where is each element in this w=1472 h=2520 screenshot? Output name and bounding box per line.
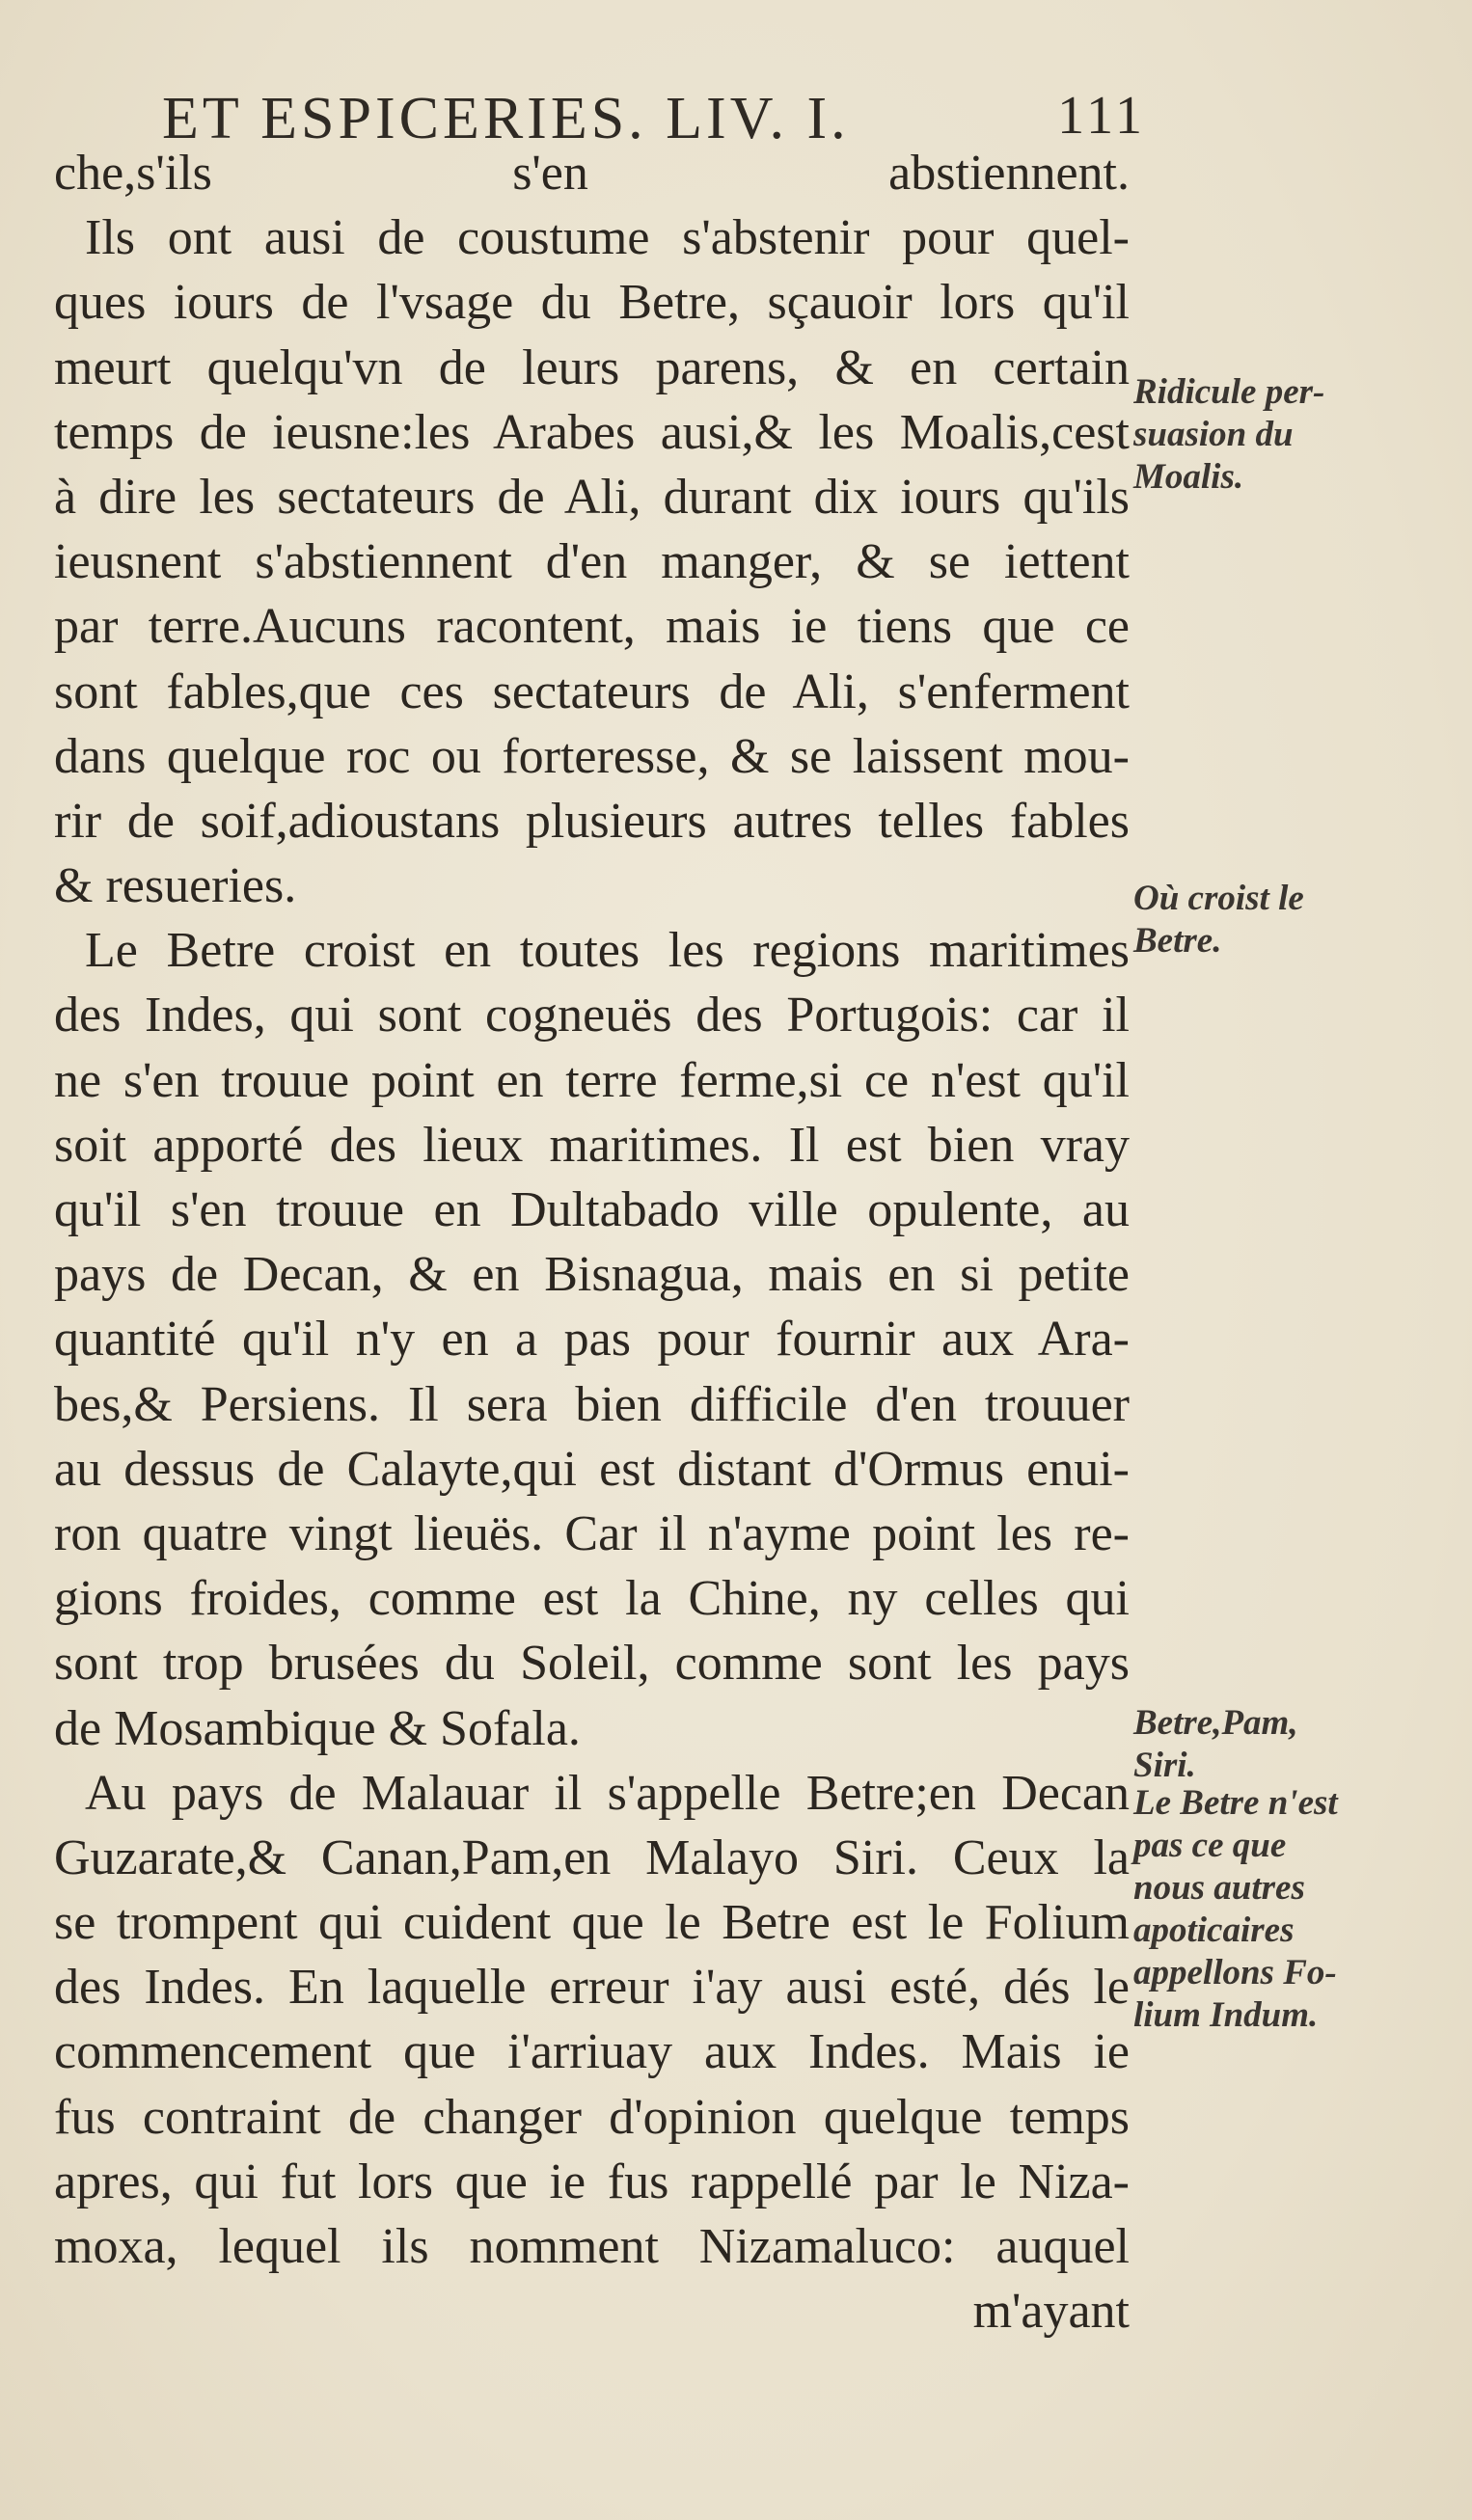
text-line: commencement que i'arriuay aux Indes. Mais ie	[54, 2024, 1130, 2080]
text-line: de Mosambique & Sofala.	[54, 1700, 581, 1756]
text-line: Au pays de Malauar il s'appelle Betre;en Decan	[85, 1765, 1130, 1821]
text-line: Guzarate,& Canan,Pam,en Malayo Siri. Ceux la	[54, 1829, 1130, 1885]
text-line: soit apporté des lieux maritimes. Il est bien vray	[54, 1117, 1130, 1173]
margin-note-line: lium Indum.	[1133, 1995, 1319, 2035]
text-line: des Indes. En laquelle erreur i'ay ausi esté, dés le	[54, 1960, 1130, 2016]
margin-note-line: Ridicule per-	[1133, 372, 1325, 412]
text-line: à dire les sectateurs de Ali, durant dix iours qu'ils	[54, 469, 1130, 525]
margin-note-line: suasion du	[1133, 415, 1294, 454]
margin-note-line: Le Betre n'est	[1133, 1783, 1338, 1823]
text-line: Le Betre croist en toutes les regions maritimes	[85, 923, 1130, 979]
margin-note-line: appellons Fo-	[1133, 1953, 1337, 1992]
margin-note-line: Betre,Pam,	[1133, 1703, 1298, 1743]
margin-note	[1133, 878, 1461, 962]
text-line: ques iours de l'vsage du Betre, sçauoir lors qu'il	[54, 275, 1130, 331]
text-line: che,s'ils s'en abstiennent.	[54, 146, 1130, 201]
text-line: dans quelque roc ou forteresse, & se laissent mou-	[54, 728, 1130, 784]
text-line: bes,& Persiens. Il sera bien difficile d'en trouuer	[54, 1376, 1130, 1432]
text-line: & resueries.	[54, 858, 297, 914]
margin-note	[1133, 1782, 1461, 2037]
text-line: fus contraint de changer d'opinion quelque temps	[54, 2089, 1130, 2145]
text-line: des Indes, qui sont cogneuës des Portugois: car il	[54, 988, 1130, 1043]
text-line: ne s'en trouue point en terre ferme,si ce n'est qu'il	[54, 1052, 1130, 1108]
text-line: quantité qu'il n'y en a pas pour fournir aux Ara-	[54, 1312, 1130, 1368]
margin-note-line: Moalis.	[1133, 457, 1244, 497]
text-line: au dessus de Calayte,qui est distant d'Ormus enui-	[54, 1441, 1130, 1497]
margin-note	[1133, 371, 1461, 499]
text-line: meurt quelqu'vn de leurs parens, & en certain	[54, 339, 1130, 395]
text-line: ron quatre vingt lieuës. Car il n'ayme point les re-	[54, 1505, 1130, 1561]
page-number: 111	[1057, 86, 1146, 146]
margin-note-line: pas ce que	[1133, 1826, 1287, 1865]
margin-note-line: Où croist le	[1133, 879, 1304, 918]
text-line: pays de Decan, & en Bisnagua, mais en si petite	[54, 1247, 1130, 1303]
text-line: rir de soif,adioustans plusieurs autres telles fables	[54, 793, 1130, 849]
text-line: gions froides, comme est la Chine, ny celles qui	[54, 1571, 1130, 1627]
body-text	[54, 141, 1130, 2344]
catchword: m'ayant	[972, 2284, 1130, 2340]
text-line: sont trop brusées du Soleil, comme sont les pays	[54, 1636, 1130, 1692]
text-line: temps de ieusne:les Arabes ausi,& les Moalis,cest	[54, 404, 1130, 460]
text-line: se trompent qui cuident que le Betre est le Folium	[54, 1895, 1130, 1951]
text-line: Ils ont ausi de coustume s'abstenir pour quel-	[85, 210, 1130, 266]
text-line: qu'il s'en trouue en Dultabado ville opulente, au	[54, 1182, 1130, 1237]
margin-note	[1133, 1702, 1461, 1787]
margin-note-line: nous autres	[1133, 1868, 1305, 1908]
margin-note-line: Siri.	[1133, 1746, 1196, 1785]
running-head: ET ESPICERIES. LIV. I.	[162, 86, 850, 151]
text-line: apres, qui fut lors que ie fus rappellé par le Niza-	[54, 2154, 1130, 2209]
text-line: moxa, lequel ils nomment Nizamaluco: auquel	[54, 2219, 1130, 2274]
text-line: sont fables,que ces sectateurs de Ali, s'enferment	[54, 664, 1130, 719]
text-line: ieusnent s'abstiennent d'en manger, & se iettent	[54, 534, 1130, 590]
margin-note-line: Betre.	[1133, 921, 1222, 961]
margin-note-line: apoticaires	[1133, 1910, 1295, 1950]
text-line: par terre.Aucuns racontent, mais ie tiens que ce	[54, 599, 1130, 655]
